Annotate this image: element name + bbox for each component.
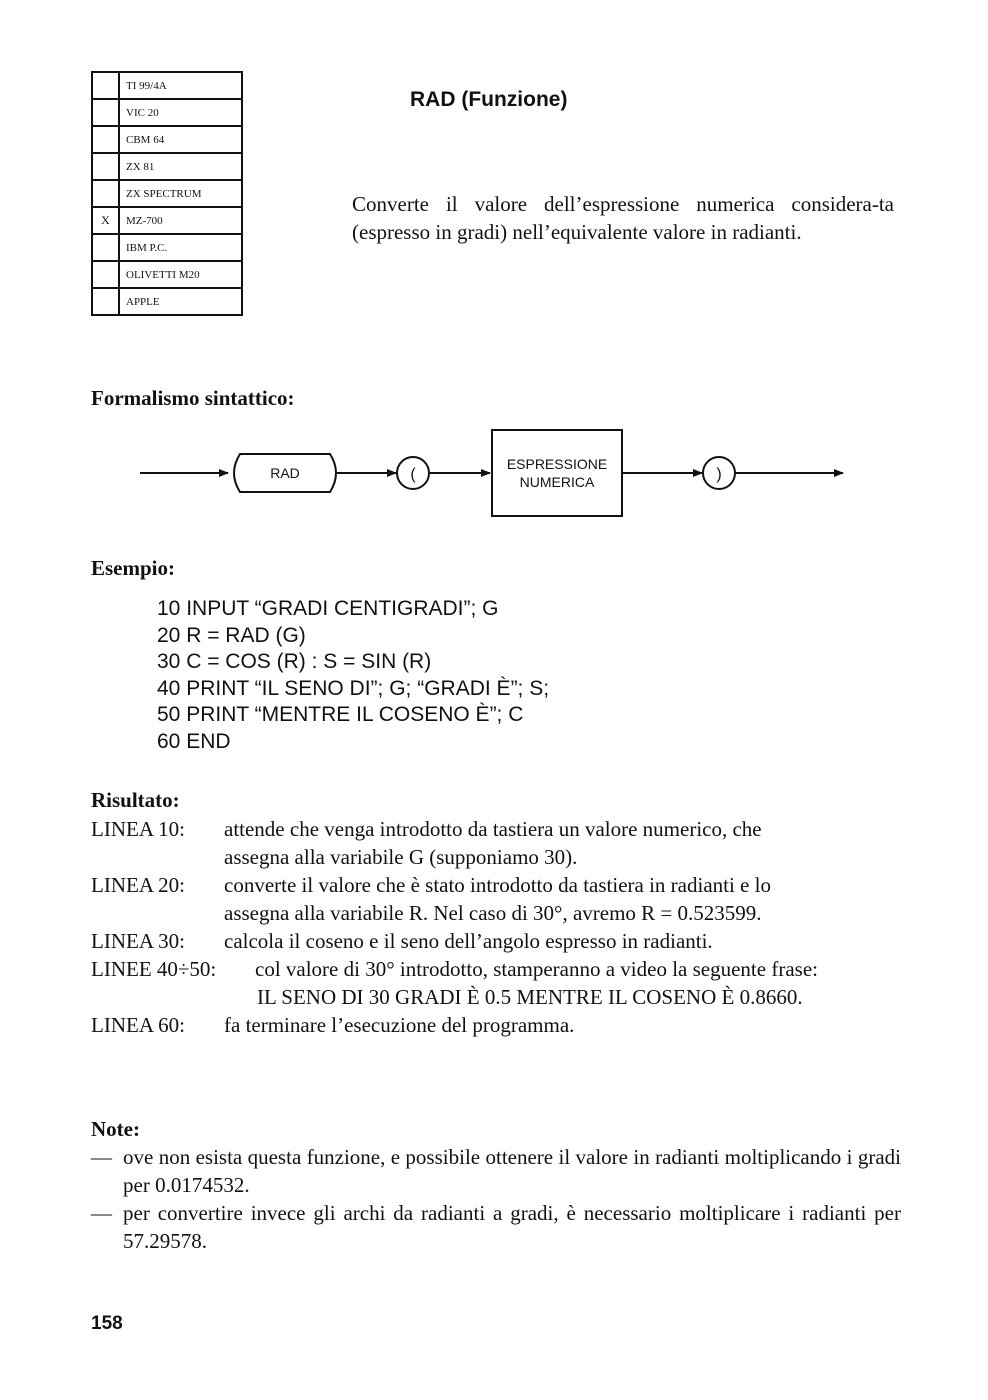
- result-text: assegna alla variabile G (supponiamo 30).: [224, 845, 578, 869]
- notes-heading: Note:: [91, 1117, 140, 1141]
- result-section: [91, 815, 901, 1039]
- compat-mark: [92, 234, 119, 261]
- compat-mark: [92, 72, 119, 99]
- result-phrase: IL SENO DI 30 GRADI È 0.5 MENTRE IL COSENO È 0.8660.: [257, 985, 803, 1009]
- compat-row: [92, 180, 242, 207]
- result-label: LINEE 40÷50:: [91, 957, 217, 981]
- note-item: [91, 1143, 901, 1199]
- result-text: assegna alla variabile R. Nel caso di 30°, avremo R = 0.523599.: [224, 901, 762, 925]
- result-label: LINEA 20:: [91, 873, 185, 897]
- page-number: 158: [91, 1313, 123, 1334]
- result-row-cont: [91, 899, 901, 927]
- compat-row: [92, 288, 242, 315]
- compat-system: VIC 20: [119, 99, 242, 126]
- compat-mark: [92, 180, 119, 207]
- compat-mark: X: [92, 207, 119, 234]
- note-dash: —: [91, 1145, 112, 1169]
- compatibility-table: [91, 71, 243, 316]
- result-row: [91, 815, 901, 843]
- page-title: RAD (Funzione): [410, 88, 568, 111]
- syntax-expr-line1: ESPRESSIONE: [506, 456, 608, 472]
- compat-row: [92, 153, 242, 180]
- compat-row: [92, 99, 242, 126]
- result-row-cont: [91, 843, 901, 871]
- note-dash: —: [91, 1201, 112, 1225]
- code-line: 50 PRINT “MENTRE IL COSENO È”; C: [157, 703, 524, 726]
- syntax-close-paren: ): [716, 466, 722, 483]
- code-line: 30 C = COS (R) : S = SIN (R): [157, 650, 432, 673]
- result-heading: Risultato:: [91, 788, 180, 812]
- code-line: 40 PRINT “IL SENO DI”; G; “GRADI È”; S;: [157, 676, 550, 700]
- result-row: [91, 871, 901, 899]
- compat-mark: [92, 126, 119, 153]
- note-text: ove non esista questa funzione, e possibile ottenere il valore in radianti moltiplicando i gradi per 0.0174532.: [123, 1145, 901, 1197]
- result-text: fa terminare l’esecuzione del programma.: [224, 1013, 575, 1037]
- example-heading: Esempio:: [91, 556, 175, 580]
- syntax-expr-line2: NUMERICA: [519, 474, 595, 490]
- compat-system: IBM P.C.: [119, 234, 242, 261]
- syntax-heading: Formalismo sintattico:: [91, 386, 295, 410]
- function-description: Converte il valore dell’espressione numerica considera-ta (espresso in gradi) nell’equivalente valore in radianti.: [352, 192, 894, 244]
- compat-mark: [92, 261, 119, 288]
- compat-system: ZX SPECTRUM: [119, 180, 242, 207]
- compat-mark: [92, 288, 119, 315]
- compat-system: TI 99/4A: [119, 72, 242, 99]
- compat-row: [92, 261, 242, 288]
- compat-system: OLIVETTI M20: [119, 261, 242, 288]
- result-row: [91, 1011, 901, 1039]
- compat-row: [92, 126, 242, 153]
- compat-system: CBM 64: [119, 126, 242, 153]
- code-line: 60 END: [157, 729, 231, 753]
- syntax-diagram: [140, 425, 850, 525]
- result-text: col valore di 30° introdotto, stamperanno a video la seguente frase:: [255, 957, 818, 981]
- compat-row: [92, 234, 242, 261]
- expression-box: [492, 430, 622, 516]
- result-text: converte il valore che è stato introdotto da tastiera in radianti e lo: [224, 873, 771, 897]
- result-row: [91, 955, 901, 983]
- compat-system: MZ-700: [119, 207, 242, 234]
- code-line: 20 R = RAD (G): [157, 623, 306, 647]
- compat-system: APPLE: [119, 288, 242, 315]
- result-row: [91, 927, 901, 955]
- note-text: per convertire invece gli archi da radianti a gradi, è necessario moltiplicare i radianti per 57.29578.: [123, 1201, 901, 1253]
- syntax-keyword: RAD: [270, 465, 300, 481]
- compat-row: [92, 72, 242, 99]
- result-label: LINEA 60:: [91, 1013, 185, 1037]
- result-text: attende che venga introdotto da tastiera un valore numerico, che: [224, 817, 762, 841]
- code-listing: [157, 596, 549, 755]
- result-label: LINEA 30:: [91, 929, 185, 953]
- result-label: LINEA 10:: [91, 817, 185, 841]
- notes-section: [91, 1115, 901, 1255]
- compat-system: ZX 81: [119, 153, 242, 180]
- compat-mark: [92, 99, 119, 126]
- result-text: calcola il coseno e il seno dell’angolo espresso in radianti.: [224, 929, 713, 953]
- compat-row: [92, 207, 242, 234]
- compat-mark: [92, 153, 119, 180]
- note-item: [91, 1199, 901, 1255]
- code-line: 10 INPUT “GRADI CENTIGRADI”; G: [157, 597, 499, 620]
- syntax-open-paren: (: [410, 466, 416, 483]
